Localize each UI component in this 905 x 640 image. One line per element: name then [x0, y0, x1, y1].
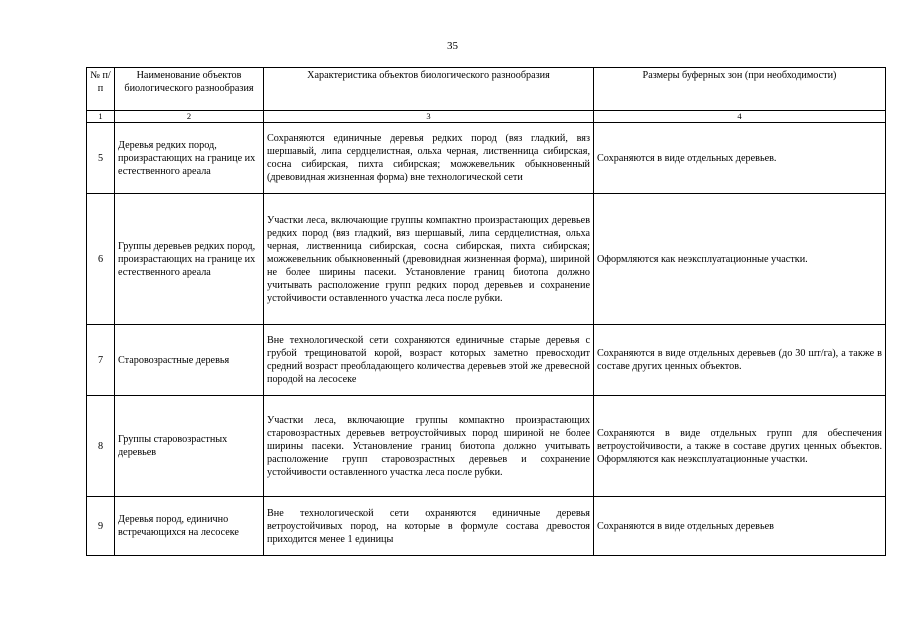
- object-characteristic: Сохраняются единичные деревья редких пород (вяз гладкий, вяз шершавый, липа сердцелистная, ольха черная, лиственница сибирская, сосна сибирская, пихта сибирская; можжевельник обыкновенный (древовидная жизненная форма) вне технологической сети: [264, 123, 594, 194]
- table-row: [87, 497, 886, 556]
- page-number: 35: [447, 40, 458, 52]
- object-characteristic: Вне технологической сети охраняются единичные деревья ветроустойчивых пород, на которые в формуле состава древостоя приходится менее 1 единицы: [264, 497, 594, 556]
- column-number: 1: [87, 111, 115, 123]
- table-row: [87, 325, 886, 396]
- buffer-zone: Сохраняются в виде отдельных групп для обеспечения ветроустойчивости, а также в составе других ценных объектов. Оформляются как неэксплуатационные участки.: [594, 396, 886, 497]
- row-number: 8: [87, 396, 115, 497]
- table-row: [87, 396, 886, 497]
- row-number: 6: [87, 194, 115, 325]
- table-row: [87, 123, 886, 194]
- row-number: 9: [87, 497, 115, 556]
- column-number: 2: [115, 111, 264, 123]
- row-number: 5: [87, 123, 115, 194]
- object-name: Деревья редких пород, произрастающих на границе их естественного ареала: [115, 123, 264, 194]
- header-characteristic: Характеристика объектов биологического разнообразия: [264, 68, 594, 111]
- row-number: 7: [87, 325, 115, 396]
- object-name: Деревья пород, единично встречающихся на лесосеке: [115, 497, 264, 556]
- object-name: Группы деревьев редких пород, произрастающих на границе их естественного ареала: [115, 194, 264, 325]
- object-characteristic: Вне технологической сети сохраняются единичные старые деревья с грубой трещиноватой корой, возраст которых заметно превосходит средний возраст преобладающего количества деревьев этой же древесной породой на лесосеке: [264, 325, 594, 396]
- table-header-row: [87, 68, 886, 111]
- object-name: Старовозрастные деревья: [115, 325, 264, 396]
- header-name: Наименование объектов биологического разнообразия: [115, 68, 264, 111]
- column-number: 3: [264, 111, 594, 123]
- header-buffer: Размеры буферных зон (при необходимости): [594, 68, 886, 111]
- biodiversity-table: [86, 67, 886, 556]
- object-characteristic: Участки леса, включающие группы компактно произрастающих деревьев редких пород (вяз гладкий, вяз шершавый, липа сердцелистная, ольха черная, лиственница сибирская, сосна сибирская, пихта сибирская; можжевельник обыкновенный (древовидная жизненная форма), шириной не более ширины пасеки. Установление границ биотопа должно учитывать расположение групп редких пород деревьев и сохранение устойчивости оставленного участка леса после рубки.: [264, 194, 594, 325]
- buffer-zone: Сохраняются в виде отдельных деревьев (до 30 шт/га), а также в составе других ценных объектов.: [594, 325, 886, 396]
- object-name: Группы старовозрастных деревьев: [115, 396, 264, 497]
- header-num: № п/п: [87, 68, 115, 111]
- column-number: 4: [594, 111, 886, 123]
- object-characteristic: Участки леса, включающие группы компактно произрастающих старовозрастных деревьев ветроустойчивых пород шириной не более ширины пасеки. Установление границ биотопа должно учитывать расположение групп старовозрастных деревьев и сохранение устойчивости оставленного участка леса после рубки.: [264, 396, 594, 497]
- buffer-zone: Сохраняются в виде отдельных деревьев: [594, 497, 886, 556]
- table-row: [87, 194, 886, 325]
- buffer-zone: Сохраняются в виде отдельных деревьев.: [594, 123, 886, 194]
- column-number-row: [87, 111, 886, 123]
- buffer-zone: Оформляются как неэксплуатационные участки.: [594, 194, 886, 325]
